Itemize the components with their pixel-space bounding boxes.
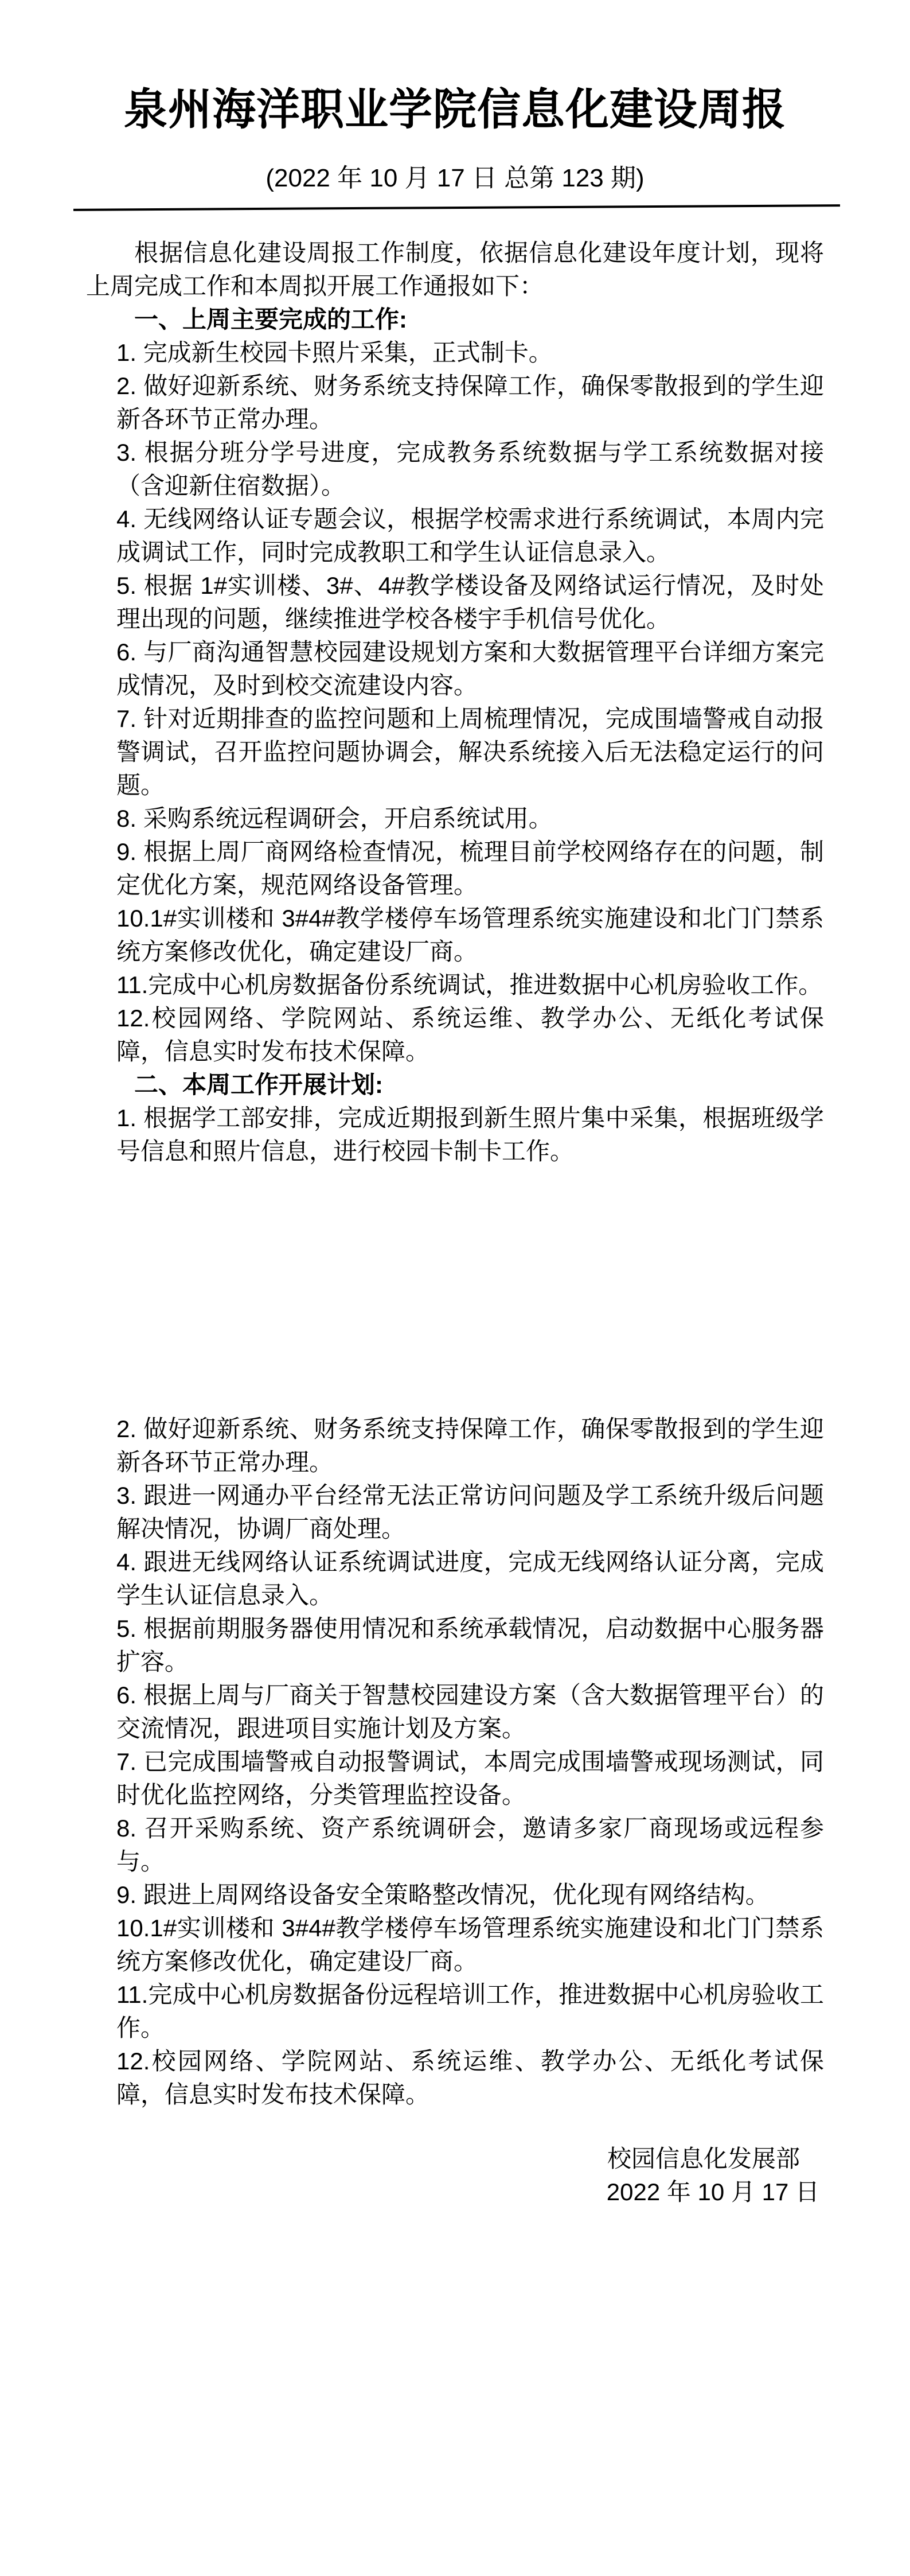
title-divider-rule	[73, 204, 840, 211]
report-item: 2. 做好迎新系统、财务系统支持保障工作，确保零散报到的学生迎新各环节正常办理。	[116, 1415, 824, 1476]
report-item: 3. 跟进一网通办平台经常无法正常访问问题及学工系统升级后问题解决情况，协调厂商处理。	[116, 1481, 824, 1542]
report-item: 11.完成中心机房数据备份系统调试，推进数据中心机房验收工作。	[116, 971, 823, 998]
section-1-heading: 一、上周主要完成的工作:	[134, 305, 407, 333]
report-item: 8. 召开采购系统、资产系统调研会，邀请多家厂商现场或远程参与。	[116, 1814, 824, 1875]
issue-date-line: (2022 年 10 月 17 日 总第 123 期)	[265, 164, 645, 192]
section-1-item-list	[116, 336, 824, 1068]
document-body	[86, 0, 824, 2209]
document-title: 泉州海洋职业学院信息化建设周报	[124, 85, 786, 134]
report-item: 6. 根据上周与厂商关于智慧校园建设方案（含大数据管理平台）的交流情况，跟进项目实施计划及方案。	[116, 1681, 824, 1742]
report-item: 4. 跟进无线网络认证系统调试进度，完成无线网络认证分离，完成学生认证信息录入。	[116, 1548, 824, 1609]
report-item: 12.校园网络、学院网站、系统运维、教学办公、无纸化考试保障，信息实时发布技术保障。	[116, 1004, 824, 1065]
signature-date-line: 2022 年 10 月 17 日	[606, 2178, 819, 2205]
section-2-item-list	[116, 1102, 824, 2111]
section-2-heading: 二、本周工作开展计划:	[134, 1071, 383, 1098]
page-break-gap	[116, 1168, 824, 1412]
report-item: 3. 根据分班分学号进度，完成教务系统数据与学工系统数据对接（含迎新住宿数据）。	[116, 438, 824, 499]
report-item: 5. 根据 1#实训楼、3#、4#教学楼设备及网络试运行情况，及时处理出现的问题，继续推进学校各楼宇手机信号优化。	[116, 571, 824, 632]
report-item: 1. 完成新生校园卡照片采集，正式制卡。	[116, 338, 553, 366]
report-item: 6. 与厂商沟通智慧校园建设规划方案和大数据管理平台详细方案完成情况，及时到校交流建设内容。	[116, 638, 824, 699]
report-item: 2. 做好迎新系统、财务系统支持保障工作，确保零散报到的学生迎新各环节正常办理。	[116, 372, 824, 433]
report-item: 9. 跟进上周网络设备安全策略整改情况，优化现有网络结构。	[116, 1881, 770, 1908]
report-item: 5. 根据前期服务器使用情况和系统承载情况，启动数据中心服务器扩容。	[116, 1614, 824, 1675]
report-item: 11.完成中心机房数据备份远程培训工作，推进数据中心机房验收工作。	[116, 1980, 824, 2041]
report-item: 10.1#实训楼和 3#4#教学楼停车场管理系统实施建设和北门门禁系统方案修改优化，确定建设厂商。	[116, 1914, 824, 1975]
report-item: 1. 根据学工部安排，完成近期报到新生照片集中采集，根据班级学号信息和照片信息，进行校园卡制卡工作。	[116, 1104, 824, 1165]
report-item: 7. 针对近期排查的监控问题和上周梳理情况，完成围墙警戒自动报警调试，召开监控问题协调会，解决系统接入后无法稳定运行的问题。	[116, 705, 824, 799]
closing-block	[86, 2142, 824, 2209]
report-item: 7. 已完成围墙警戒自动报警调试，本周完成围墙警戒现场测试，同时优化监控网络，分类管理监控设备。	[116, 1748, 824, 1808]
report-item: 4. 无线网络认证专题会议，根据学校需求进行系统调试，本周内完成调试工作，同时完成教职工和学生认证信息录入。	[116, 505, 824, 566]
intro-paragraph: 根据信息化建设周报工作制度，依据信息化建设年度计划，现将上周完成工作和本周拟开展工作通报如下：	[86, 239, 824, 299]
report-item: 8. 采购系统远程调研会，开启系统试用。	[116, 804, 553, 832]
report-item: 10.1#实训楼和 3#4#教学楼停车场管理系统实施建设和北门门禁系统方案修改优化，确定建设厂商。	[116, 904, 824, 965]
report-item: 12.校园网络、学院网站、系统运维、教学办公、无纸化考试保障，信息实时发布技术保障。	[116, 2047, 824, 2108]
report-item: 9. 根据上周厂商网络检查情况，梳理目前学校网络存在的问题，制定优化方案，规范网络设备管理。	[116, 838, 824, 898]
signature-line: 校园信息化发展部	[607, 2145, 800, 2172]
